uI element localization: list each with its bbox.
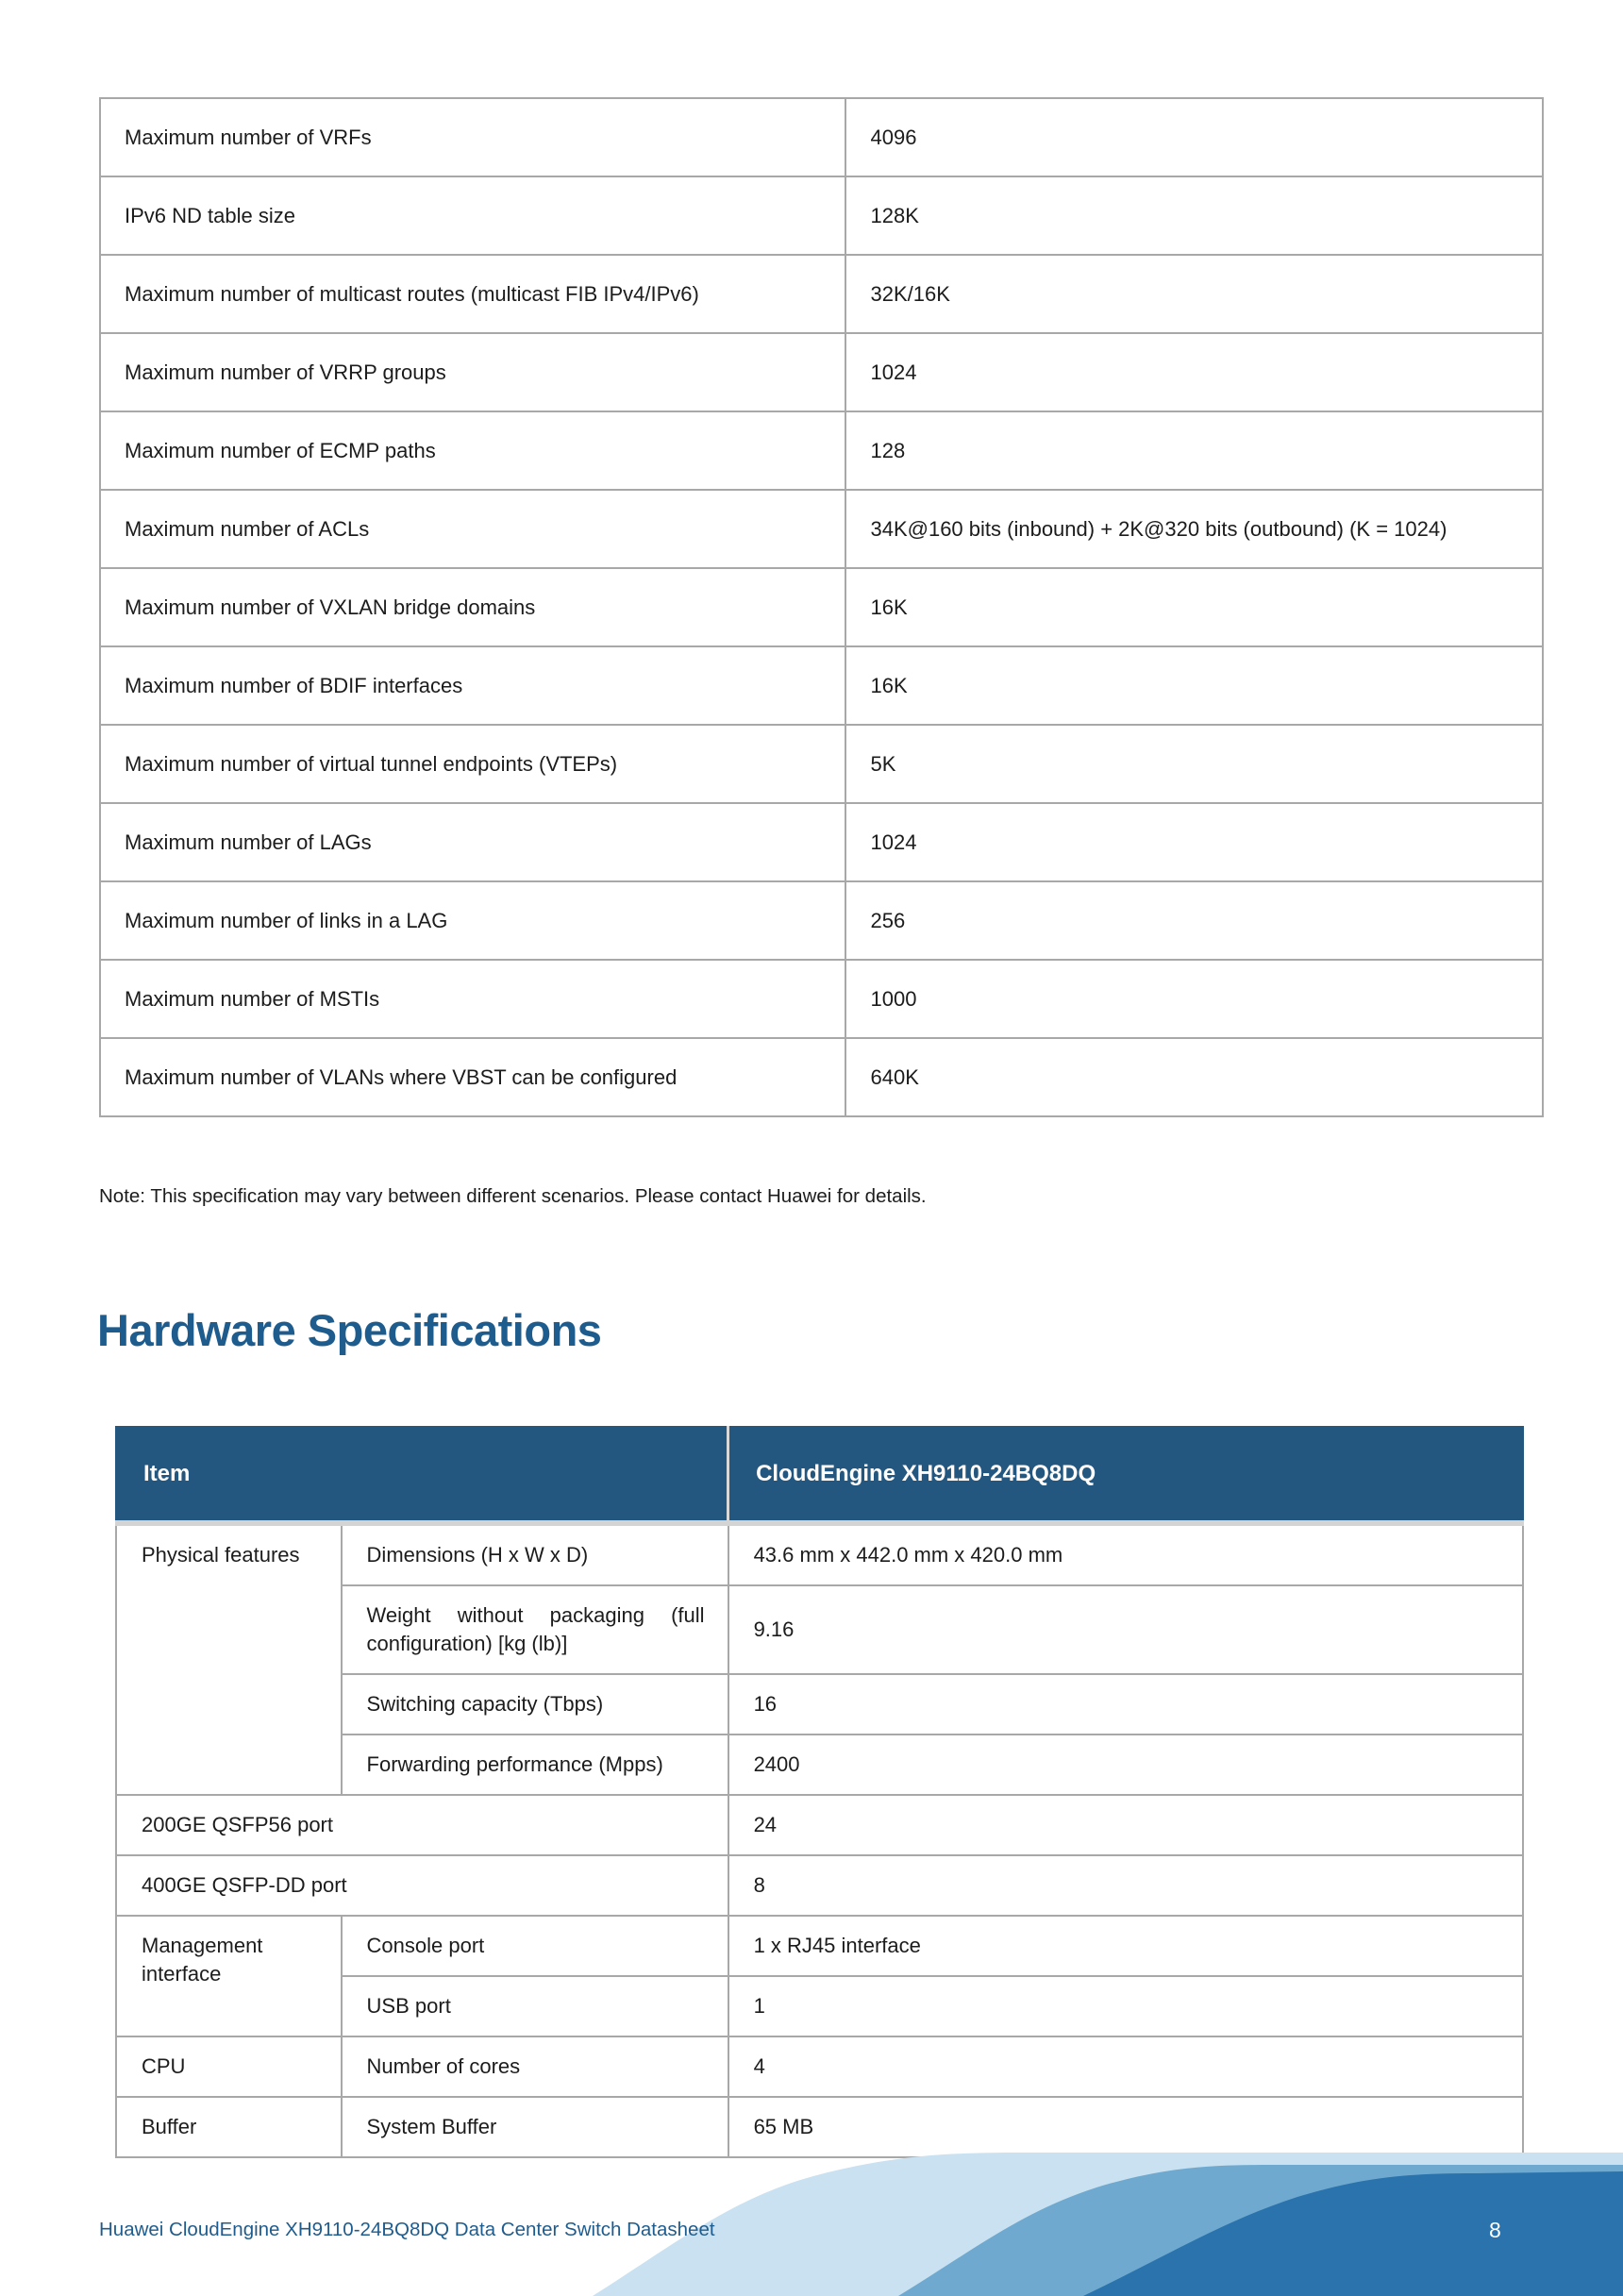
hw-item: Forwarding performance (Mpps) bbox=[342, 1735, 728, 1795]
hw-item: USB port bbox=[342, 1976, 728, 2036]
spec-value: 1024 bbox=[845, 333, 1543, 411]
spec-label: Maximum number of VRFs bbox=[100, 98, 845, 176]
spec-label: Maximum number of virtual tunnel endpoints (VTEPs) bbox=[100, 725, 845, 803]
hw-value: 65 MB bbox=[728, 2097, 1523, 2157]
spec-label: Maximum number of ECMP paths bbox=[100, 411, 845, 490]
hw-item: Dimensions (H x W x D) bbox=[342, 1523, 728, 1585]
spec-value: 128 bbox=[845, 411, 1543, 490]
hw-value: 1 bbox=[728, 1976, 1523, 2036]
spec-value: 256 bbox=[845, 881, 1543, 960]
table-row bbox=[100, 255, 1543, 333]
table-row bbox=[116, 1795, 1523, 1855]
spec-value: 4096 bbox=[845, 98, 1543, 176]
spec-label: Maximum number of LAGs bbox=[100, 803, 845, 881]
table-row bbox=[100, 725, 1543, 803]
hw-value: 2400 bbox=[728, 1735, 1523, 1795]
hw-item: 200GE QSFP56 port bbox=[116, 1795, 728, 1855]
spec-label: Maximum number of VLANs where VBST can be configured bbox=[100, 1038, 845, 1116]
spec-value: 16K bbox=[845, 646, 1543, 725]
header-item: Item bbox=[116, 1427, 728, 1523]
spec-label: Maximum number of VRRP groups bbox=[100, 333, 845, 411]
hw-value: 16 bbox=[728, 1674, 1523, 1735]
spec-label: Maximum number of links in a LAG bbox=[100, 881, 845, 960]
spec-value: 32K/16K bbox=[845, 255, 1543, 333]
table-row bbox=[100, 803, 1543, 881]
spec-value: 1000 bbox=[845, 960, 1543, 1038]
hw-value: 8 bbox=[728, 1855, 1523, 1916]
table-header-row bbox=[116, 1427, 1523, 1523]
hw-value: 43.6 mm x 442.0 mm x 420.0 mm bbox=[728, 1523, 1523, 1585]
hw-item: Number of cores bbox=[342, 2036, 728, 2097]
table-row bbox=[100, 960, 1543, 1038]
spec-label: Maximum number of multicast routes (multicast FIB IPv4/IPv6) bbox=[100, 255, 845, 333]
hw-value: 1 x RJ45 interface bbox=[728, 1916, 1523, 1976]
table-row bbox=[116, 1916, 1523, 1976]
table-row bbox=[100, 333, 1543, 411]
table-row bbox=[100, 176, 1543, 255]
hw-value: 9.16 bbox=[728, 1585, 1523, 1674]
spec-label: Maximum number of ACLs bbox=[100, 490, 845, 568]
header-product: CloudEngine XH9110-24BQ8DQ bbox=[728, 1427, 1523, 1523]
spec-note: Note: This specification may vary between different scenarios. Please contact Huawei for details. bbox=[99, 1185, 927, 1207]
hw-item: Console port bbox=[342, 1916, 728, 1976]
page-title: Hardware Specifications bbox=[97, 1305, 602, 1355]
table-row bbox=[100, 646, 1543, 725]
table-row bbox=[116, 1523, 1523, 1585]
footer-title: Huawei CloudEngine XH9110-24BQ8DQ Data Center Switch Datasheet bbox=[99, 2219, 715, 2240]
hw-group: Management interface bbox=[116, 1916, 342, 2036]
hw-value: 24 bbox=[728, 1795, 1523, 1855]
page-number: 8 bbox=[1489, 2218, 1501, 2242]
hw-group: Buffer bbox=[116, 2097, 342, 2157]
spec-value: 5K bbox=[845, 725, 1543, 803]
table-row bbox=[100, 1038, 1543, 1116]
table-row bbox=[100, 98, 1543, 176]
spec-label: Maximum number of MSTIs bbox=[100, 960, 845, 1038]
table-row bbox=[100, 411, 1543, 490]
spec-label: Maximum number of BDIF interfaces bbox=[100, 646, 845, 725]
software-spec-table bbox=[99, 97, 1544, 1117]
table-row bbox=[116, 1855, 1523, 1916]
table-row bbox=[116, 2036, 1523, 2097]
spec-label: IPv6 ND table size bbox=[100, 176, 845, 255]
hw-item: Switching capacity (Tbps) bbox=[342, 1674, 728, 1735]
spec-value: 1024 bbox=[845, 803, 1543, 881]
hw-item: 400GE QSFP-DD port bbox=[116, 1855, 728, 1916]
hw-group: CPU bbox=[116, 2036, 342, 2097]
table-row bbox=[100, 568, 1543, 646]
table-row bbox=[100, 881, 1543, 960]
hw-item: System Buffer bbox=[342, 2097, 728, 2157]
spec-value: 128K bbox=[845, 176, 1543, 255]
spec-value: 34K@160 bits (inbound) + 2K@320 bits (outbound) (K = 1024) bbox=[845, 490, 1543, 568]
spec-value: 16K bbox=[845, 568, 1543, 646]
table-row bbox=[100, 490, 1543, 568]
hw-value: 4 bbox=[728, 2036, 1523, 2097]
spec-label: Maximum number of VXLAN bridge domains bbox=[100, 568, 845, 646]
hw-item: Weight without packaging (full configuration) [kg (lb)] bbox=[342, 1585, 728, 1674]
hw-group: Physical features bbox=[116, 1523, 342, 1795]
spec-value: 640K bbox=[845, 1038, 1543, 1116]
hardware-spec-table bbox=[115, 1426, 1524, 2158]
footer-wave-graphic bbox=[0, 2121, 1623, 2296]
